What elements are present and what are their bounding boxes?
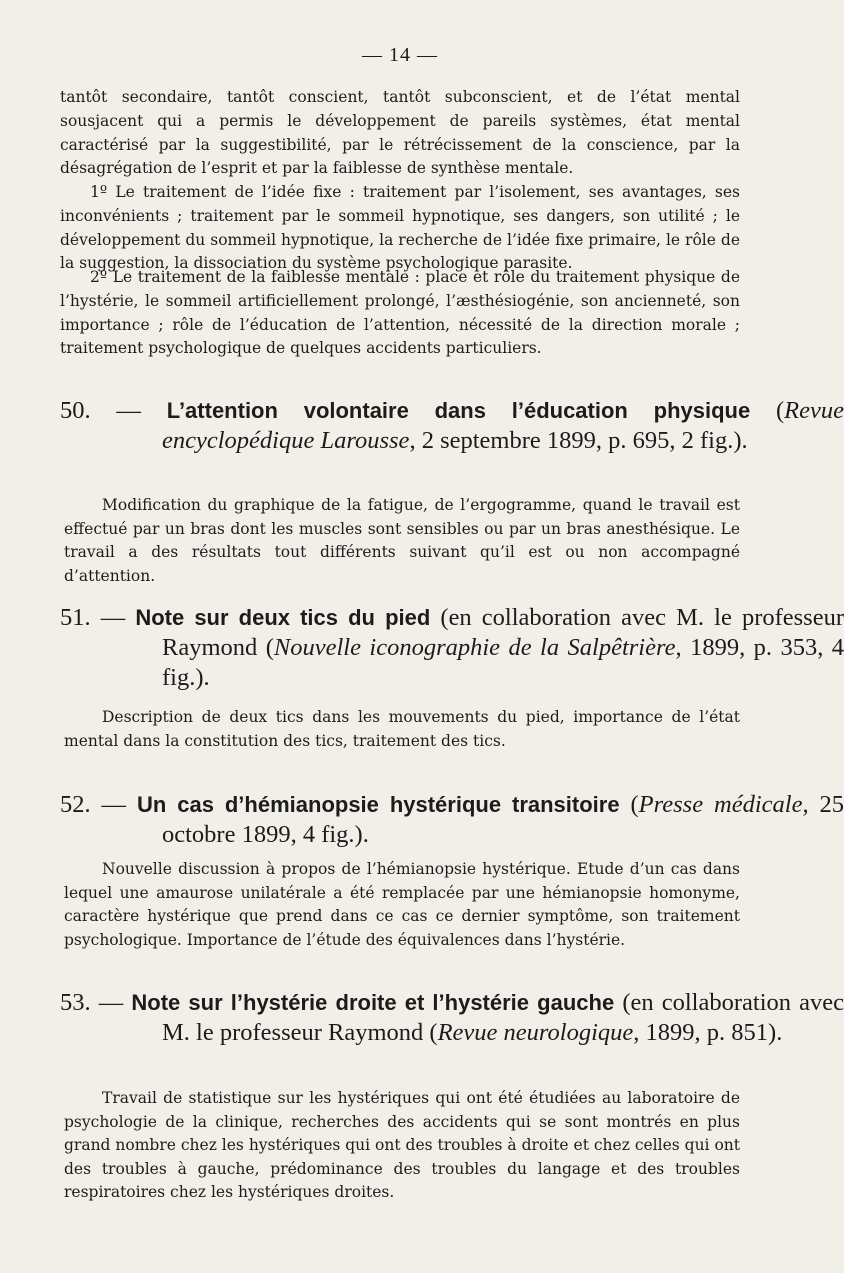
entry-52-description: Nouvelle discussion à propos de l’hémianopsie hystérique. Etude d’un cas dans lequel une amaurose unilatérale a été remplacée par une hémianopsie homonyme, caractère hystérique que prend dans ce cas ce dernier symptôme, son traitement psychologique. Importance de l’étude des équivalences dans l’hystérie. [64,860,740,949]
entry-journal: Nouvelle iconographie de la Salpêtrière [273,634,676,661]
entry-title: L’attention volontaire dans l’éducation physique [166,398,751,423]
entry-ref-open: (en collaboration avec M. le professeur Raymond ( [162,989,844,1046]
entry-51-heading [60,603,844,693]
entry-title: Note sur deux tics du pied [135,605,431,630]
entry-ref-rest: , 25 octobre 1899, 4 fig.). [162,791,844,848]
entry-53-heading [60,988,844,1048]
entry-number: 50. — [60,397,141,424]
entry-number: 53. — [60,989,124,1016]
entry-ref-open: ( [619,791,639,818]
entry-journal: Revue neurologique [437,1019,634,1046]
entry-ref-rest: , 2 septembre 1899, p. 695, 2 fig.). [409,427,748,454]
intro-point-2: 2º Le traitement de la faiblesse mentale : place et rôle du traitement physique de l’hystérie, le sommeil artificiellement prolongé, l’æsthésiogénie, son ancienneté, son importance ; rôle de l’éducation de l’attention, nécessité de la direction morale ; traitement psychologique de quelques accidents particuliers. [60,268,740,358]
entry-title: Note sur l’hystérie droite et l’hystérie gauche [131,990,615,1015]
intro-continuation: tantôt secondaire, tantôt conscient, tantôt subconscient, et de l’état mental sousjacent qui a permis le développement de pareils systèmes, état mental caractérisé par la suggestibilité, par le rétrécissement de la conscience, par la désagrégation de l’esprit et par la faiblesse de synthèse mentale. [60,88,740,178]
entry-ref-rest: , 1899, p. 851). [633,1019,783,1046]
entry-number: 51. — [60,604,126,631]
entry-ref-open: ( [750,397,785,424]
entry-50-heading [60,396,844,456]
entry-title: Un cas d’hémianopsie hystérique transitoire [137,792,620,817]
entry-journal: Presse médicale [638,791,803,818]
entry-ref-open: (en collaboration avec M. le professeur Raymond ( [162,604,844,661]
entry-51-description: Description de deux tics dans les mouvements du pied, importance de l’état mental dans la constitution des tics, traitement des tics. [64,708,740,750]
entry-50-description: Modification du graphique de la fatigue, de l’ergogramme, quand le travail est effectué par un bras dont les muscles sont sensibles ou par un bras anesthésique. Le travail a des résultats tout différents suivant qu’il est ou non accompagné d’attention. [64,496,740,585]
page-number: — 14 — [362,44,438,66]
entry-journal: Revue encyclopédique Larousse [162,397,844,454]
intro-point-1: 1º Le traitement de l’idée fixe : traitement par l’isolement, ses avantages, ses inconvénients ; traitement par le sommeil hypnotique, ses dangers, son utilité ; le développement du sommeil hypnotique, la recherche de l’idée fixe primaire, le rôle de la suggestion, la dissociation du système psychologique parasite. [60,183,740,273]
entry-53-description: Travail de statistique sur les hystériques qui ont été étudiées au laboratoire de psychologie de la clinique, recherches des accidents qui se sont montrés en plus grand nombre chez les hystériques qui ont des troubles à droite et chez celles qui ont des troubles à gauche, prédominance des troubles du langage et des troubles respiratoires chez les hystériques droites. [64,1089,740,1201]
entry-52-heading [60,790,844,850]
entry-ref-rest: , 1899, p. 353, 4 fig.). [162,634,844,691]
entry-number: 52. — [60,791,127,818]
